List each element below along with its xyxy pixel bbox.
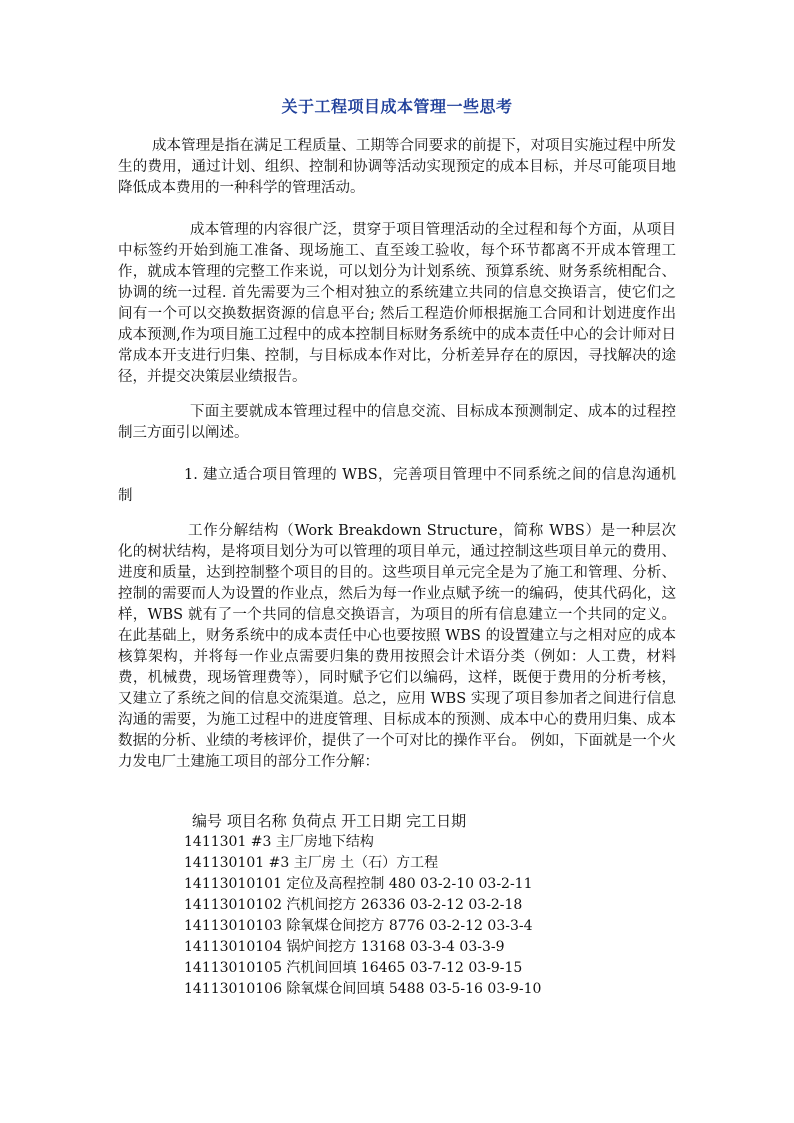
document-title: 关于工程项目成本管理一些思考: [281, 97, 513, 116]
wbs-list-item: 14113010101 定位及高程控制 480 03-2-10 03-2-11: [184, 876, 533, 892]
wbs-list-item: 14113010103 除氧煤仓间挖方 8776 03-2-12 03-3-4: [184, 918, 533, 934]
section-heading-wbs: 1. 建立适合项目管理的 WBS，完善项目管理中不同系统之间的信息沟通机制: [118, 467, 676, 504]
paragraph-wbs-explanation: 工作分解结构（Work Breakdown Structure，简称 WBS）是一种层次化的树状结构，是将项目划分为可以管理的项目单元，通过控制这些项目单元的费用、进度和质量，达到控制整个项目的目的。这些项目单元完全是为了施工和管理、分析、控制的需要而人为设置的作业点，然后为每一作业点赋予统一的编码，使其代码化，这样，WBS 就有了一个共同的信息交换语言，为项目的所有信息建立一个共同的定义。在此基础上，财务系统中的成本责任中心也要按照 WBS 的设置建立与之相对应的成本核算架构，并将每一作业点需要归集的费用按照会计术语分类（例如：人工费，材料费，机械费，现场管理费等），同时赋予它们以编码，这样，既便于费用的分析考核，又建立了系统之间的信息交流渠道。总之，应用 WBS 实现了项目参加者之间进行信息沟通的需要，为施工过程中的进度管理、目标成本的预测、成本中心的费用归集、成本数据的分析、业绩的考核评价，提供了一个可对比的操作平台。 例如，下面就是一个火力发电厂土建施工项目的部分工作分解：: [118, 523, 676, 770]
wbs-list-item: 14113010106 除氧煤仓间回填 5488 03-5-16 03-9-10: [184, 981, 542, 997]
wbs-list-item: 141130101 #3 主厂房 土（石）方工程: [184, 855, 439, 871]
wbs-list-item: 14113010105 汽机间回填 16465 03-7-12 03-9-15: [184, 960, 523, 976]
wbs-list-item: 14113010104 锅炉间挖方 13168 03-3-4 03-3-9: [184, 939, 505, 955]
paragraph-outline: 下面主要就成本管理过程中的信息交流、目标成本预测制定、成本的过程控制三方面引以阐述。: [118, 404, 676, 441]
wbs-list-header: 编号 项目名称 负荷点 开工日期 完工日期: [192, 812, 467, 830]
paragraph-intro: 成本管理是指在满足工程质量、工期等合同要求的前提下，对项目实施过程中所发生的费用，通过计划、组织、控制和协调等活动实现预定的成本目标，并尽可能项目地降低成本费用的一种科学的管理活动。: [118, 138, 676, 196]
paragraph-cost-management-scope: 成本管理的内容很广泛，贯穿于项目管理活动的全过程和每个方面，从项目中标签约开始到施工准备、现场施工、直至竣工验收，每个环节都离不开成本管理工作，就成本管理的完整工作来说，可以划分为计划系统、预算系统、财务系统相配合、协调的统一过程. 首先需要为三个相对独立的系统建立共同的信息交换语言，使它们之间有一个可以交换数据资源的信息平台; 然后工程造价师根据施工合同和计划进度作出成本预测,作为项目施工过程中的成本控制目标财务系统中的成本责任中心的会计师对日常成本开支进行归集、控制，与目标成本作对比，分析差异存在的原因，寻找解决的途径，并提交决策层业绩报告。: [118, 222, 676, 385]
wbs-list-item: 14113010102 汽机间挖方 26336 03-2-12 03-2-18: [184, 897, 523, 913]
wbs-list: [184, 832, 541, 1000]
wbs-list-item: 1411301 #3 主厂房地下结构: [184, 834, 374, 850]
